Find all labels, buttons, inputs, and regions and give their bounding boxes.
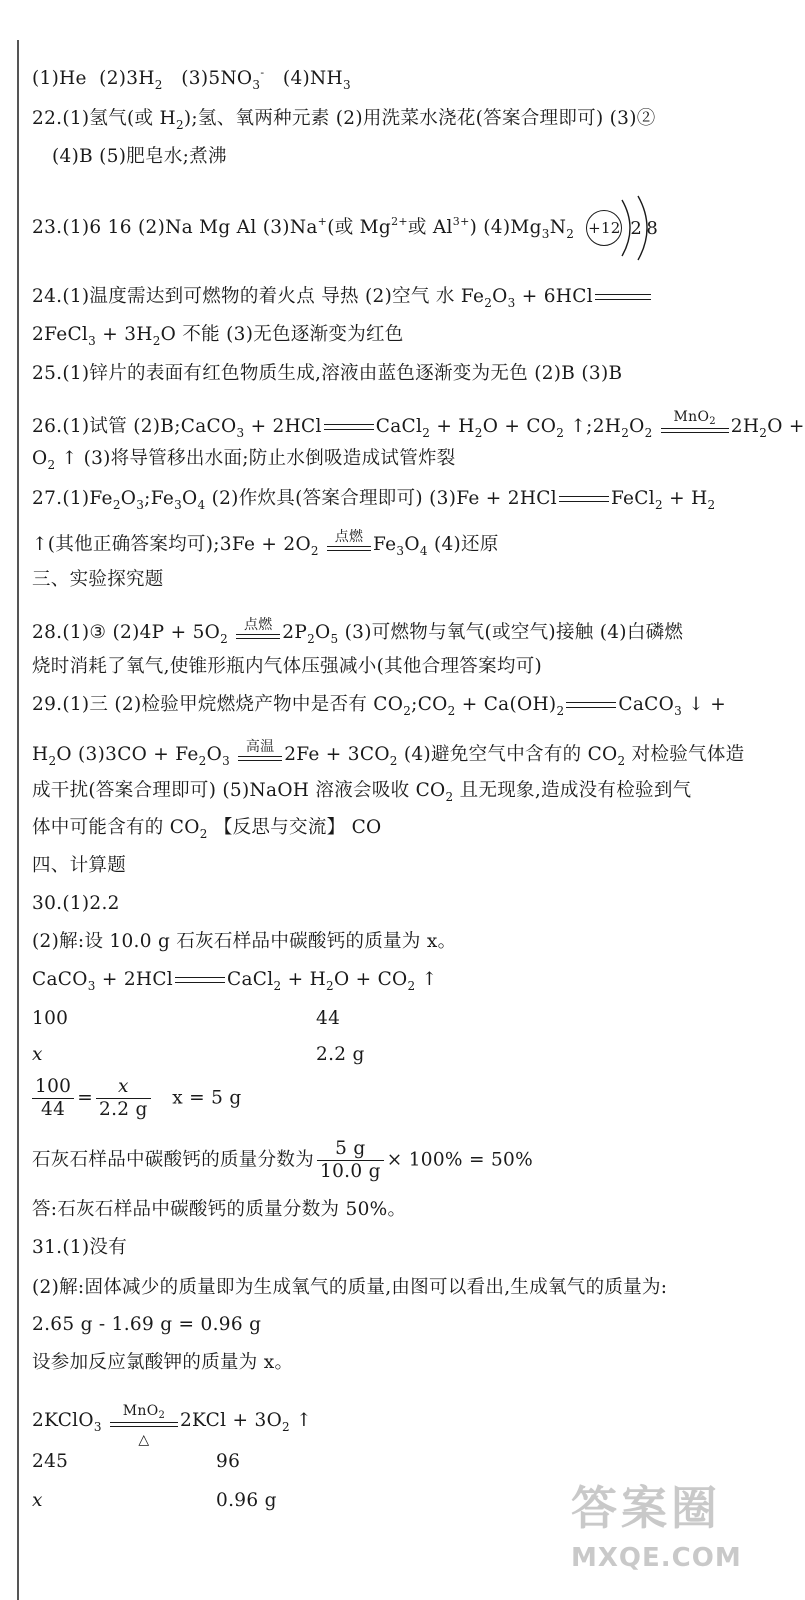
answer-31-part1: 31.(1)没有 <box>32 1237 128 1258</box>
fraction: $\frac{x}{2.2 g}$ <box>96 1076 151 1121</box>
answer-30-molar-mass-1: 100 <box>32 1008 69 1029</box>
answer-23: 23.(1)6 16 (2)Na Mg Al (3)Na+(或 $Mg^{2+}$或 $Al^{3+}$) $(4)Mg_3N_2 +12$ 2 8 <box>32 210 622 246</box>
answer-27-line2: ↑(其他正确答案均可);3Fe + $2O_2$ 点燃 $Fe_3O_4$ (4)还原 <box>32 529 499 558</box>
answer-31-molar-mass-1: 245 <box>32 1451 69 1472</box>
answer-31-mass-diff: 2.65 g - 1.69 g = 0.96 g <box>32 1314 262 1335</box>
site-watermark-logo <box>571 1478 771 1598</box>
answer-29-line2: $H_2O$ $(3)3CO + Fe_2O_3$ 高温 $2Fe + 3CO_2$ (4)避免空气中含有的 $CO_2$ 对检验气体造 <box>32 739 745 768</box>
left-margin-rule <box>17 40 19 1600</box>
answer-26-line2: $O_2$ ↑ (3)将导管移出水面;防止水倒吸造成试管炸裂 <box>32 448 456 472</box>
atom-nucleus: +12 <box>586 210 622 246</box>
answer-22-line1: 22.(1)氢气(或 $H_2$);氢、氧两种元素 (2)用洗菜水浇花(答案合理即可) (3)② <box>32 108 656 132</box>
answer-22-line2: (4)B (5)肥皂水;煮沸 <box>52 146 227 167</box>
answer-30-percentage: 石灰石样品中碳酸钙的质量分数为 $\frac{5 g}{10.0 g}$ × 100% = 50% <box>32 1138 533 1182</box>
answer-30-final-answer: 答:石灰石样品中碳酸钙的质量分数为 50%。 <box>32 1199 407 1220</box>
answer-30-unknown: x <box>32 1044 43 1065</box>
reaction-condition-ignite: 点燃 <box>236 616 280 647</box>
answer-27-line1: $27.(1)Fe_2O_3;Fe_3O_4$ (2)作炊具(答案合理即可) (3)Fe + 2HCl FeCl$_2$ + $H_2$ <box>32 488 716 512</box>
reaction-condition-catalyst-heat: MnO$_2$ △ <box>110 1402 178 1435</box>
answer-24-line1: 24.(1)温度需达到可燃物的着火点 导热 (2)空气 水 $Fe_2O_3 + 6HCl$ <box>32 284 653 311</box>
answer-31-setup: 设参加反应氯酸钾的质量为 x。 <box>32 1352 294 1373</box>
answer-30-solution-setup: (2)解:设 10.0 g 石灰石样品中碳酸钙的质量为 x。 <box>32 931 457 952</box>
answer-30-equation: CaCO$_3$ + 2HCl CaCl$_2$ + $H_2O + CO_2$ ↑ <box>32 969 438 993</box>
answer-31-equation: 2KClO$_3$ MnO$_2$ △ $2KCl + 3O_2$ ↑ <box>32 1403 312 1448</box>
fraction: $\frac{5 g}{10.0 g}$ <box>317 1138 384 1183</box>
electron-count-shell-2: 8 <box>646 218 659 239</box>
answer-31-unknown: x <box>32 1490 43 1511</box>
equals-sign <box>595 294 651 300</box>
electron-count-shell-1: 2 <box>630 218 643 239</box>
reaction-condition-high-temp: 高温 <box>238 738 282 769</box>
answer-25: 25.(1)锌片的表面有红色物质生成,溶液由蓝色逐渐变为无色 (2)B (3)B <box>32 363 623 384</box>
answer-31-molar-mass-2: 96 <box>216 1451 241 1472</box>
answer-30-molar-mass-2: 44 <box>316 1008 341 1029</box>
answer-24-line2: 2FeCl$_3$ + $3H_2O$ 不能 (3)无色逐渐变为红色 <box>32 324 404 348</box>
answer-29-line4: 体中可能含有的 $CO_2$ 【反思与交流】 CO <box>32 817 382 841</box>
answer-26-line1: 26.(1)试管 (2)B;CaCO$_3$ + 2HCl CaCl$_2$ + $H_2O + CO_2$ $↑;2H_2O_2$ MnO$_2$ $2H_2O$ + <box>32 409 805 440</box>
section-heading-calculation: 四、计算题 <box>32 855 127 876</box>
answer-29-line1: 29.(1)三 (2)检验甲烷燃烧产物中是否有 $CO_2;CO_2 + Ca(OH)_2$ CaCO$_3$ ↓ + <box>32 694 727 718</box>
reaction-condition-ignite: 点燃 <box>327 528 371 559</box>
answer-28-line1: 28.(1)③ $(2)4P + 5O_2$ 点燃 $2P_2O_5$ (3)可燃物与氧气(或空气)接触 (4)白磷燃 <box>32 617 684 646</box>
watermark-url: MXQE.COM <box>571 1543 742 1573</box>
answer-28-line2: 烧时消耗了氧气,使锥形瓶内气体压强减小(其他合理答案均可) <box>32 656 543 677</box>
section-heading-experiment: 三、实验探究题 <box>32 569 164 590</box>
answer-30-proportion: $\frac{100}{44}$ = $\frac{x}{2.2 g}$ x = 5 g <box>32 1076 242 1121</box>
reaction-condition-catalyst: MnO$_2$ <box>661 408 729 441</box>
magnesium-atom-structure-diagram <box>586 210 659 246</box>
answer-31-solution-intro: (2)解:固体减少的质量即为生成氧气的质量,由图可以看出,生成氧气的质量为: <box>32 1277 668 1298</box>
answer-30-known-mass: 2.2 g <box>316 1044 365 1065</box>
watermark-logo-text: 答案圈 <box>571 1481 721 1535</box>
answer-30-part1: 30.(1)2.2 <box>32 893 120 914</box>
fraction: $\frac{100}{44}$ <box>32 1076 74 1121</box>
answer-21: (1)He $(2)3H_2$ $(3)5NO_3^-$ $(4)NH_3$ <box>32 66 351 92</box>
answer-29-line3: 成干扰(答案合理即可) (5)NaOH 溶液会吸收 $CO_2$ 且无现象,造成没有检验到气 <box>32 780 692 804</box>
answer-31-known-mass: 0.96 g <box>216 1490 277 1511</box>
